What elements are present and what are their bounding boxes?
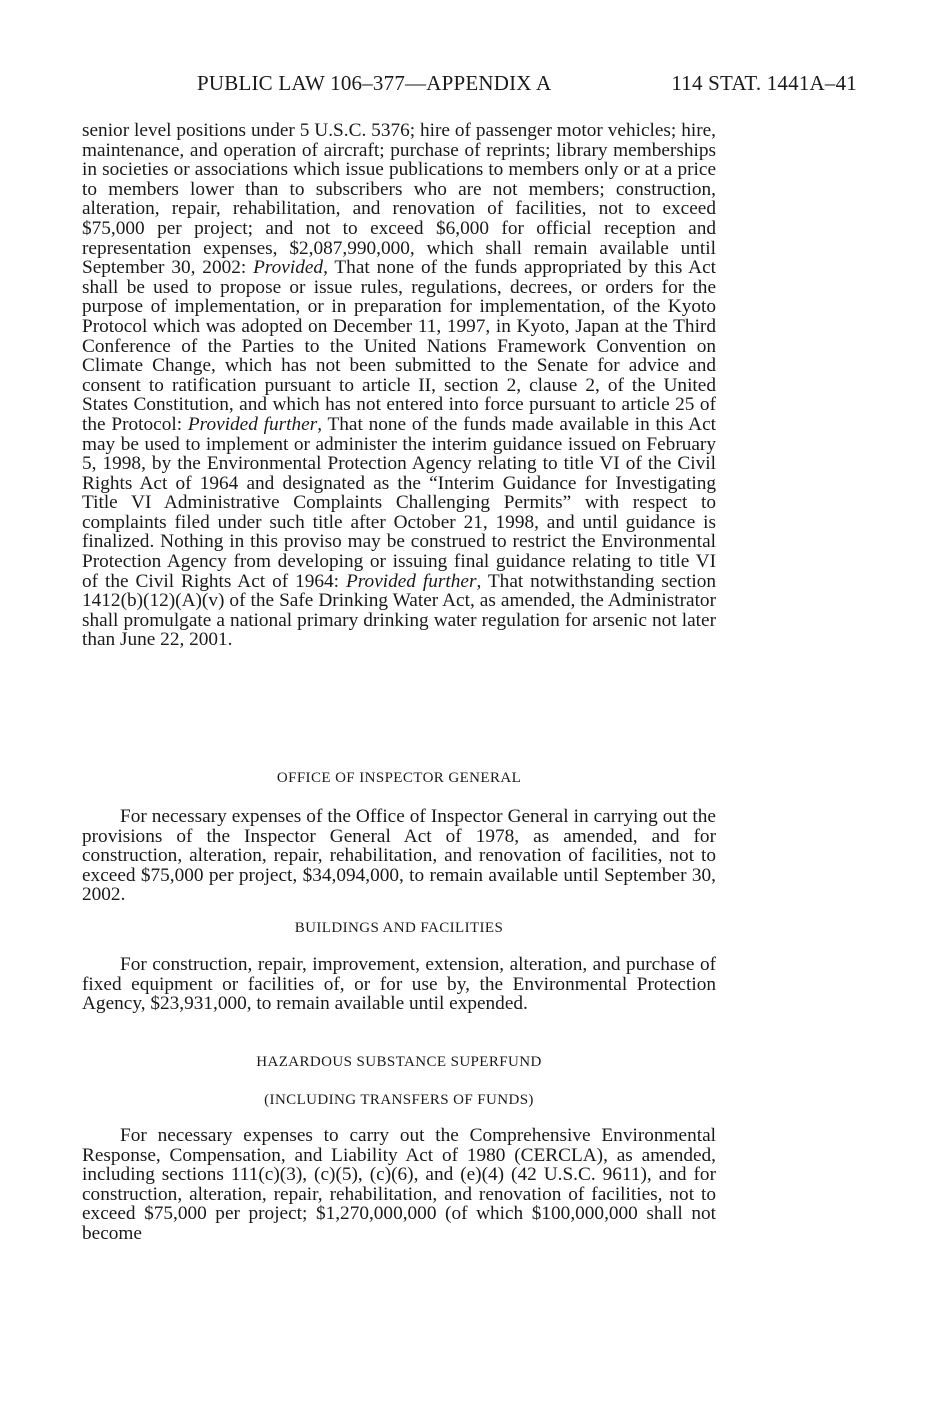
statute-page-number: 114 STAT. 1441A–41: [671, 71, 857, 95]
text-run: , That notwithstanding section 1412(b)(12)(A)(v) of the Safe Drinking Water Act, as amended, the Administrator shall promulgate a national primary drinking water regulation for arsenic not later than June 22, 2001.: [82, 570, 717, 651]
proviso-italic: Provided further: [187, 413, 318, 435]
running-head-title: PUBLIC LAW 106–377—APPENDIX A: [197, 71, 552, 95]
proviso-italic: Provided further: [345, 570, 477, 592]
paragraph-superfund: For necessary expenses to carry out the Comprehensive Environmental Response, Compensation, and Liability Act of 1980 (CERCLA), as amended, including sections 111(c)(3), (c)(5), (c)(6), and (e)(4) (42 U.S.C. 9611), and for construction, alteration, repair, rehabilitation, and renovation of facilities, not to exceed $75,000 per project; $1,270,000,000 (of which $100,000,000 shall not become: [82, 1125, 716, 1244]
proviso-italic: Provided: [253, 257, 324, 279]
section-body-superfund: [82, 1126, 716, 1244]
section-subheading-transfers: (INCLUDING TRANSFERS OF FUNDS): [264, 1092, 534, 1108]
section-heading-superfund: HAZARDOUS SUBSTANCE SUPERFUND: [256, 1054, 542, 1070]
text-run: , That none of the funds appropriated by this Act shall be used to propose or issue rules, regulations, decrees, or orders for the purpose of implementation, or in preparation for implementation, of the Kyoto Protocol which was adopted on December 11, 1997, in Kyoto, Japan at the Third Conference of the Parties to the United Nations Framework Convention on Climate Change, which has not been submitted to the Senate for advice and consent to ratification pursuant to article II, section 2, clause 2, of the United States Constitution, and which has not entered into force pursuant to article 25 of the Protocol:: [82, 257, 716, 435]
text-run: , That none of the funds made available in this Act may be used to implement or administer the interim guidance issued on February 5, 1998, by the Environmental Protection Agency relating to title VI of the Civil Rights Act of 1964 and designated as the “Interim Guidance for Investigating Title VI Administrative Complaints Challenging Permits” with respect to complaints filed under such title after October 21, 1998, and until guidance is finalized. Nothing in this proviso may be construed to restrict the Environmental Protection Agency from developing or issuing final guidance relating to title VI of the Civil Rights Act of 1964:: [82, 413, 716, 592]
paragraph-epa-operations: [82, 121, 716, 650]
paragraph-buildings: For construction, repair, improvement, extension, alteration, and purchase of fixed equipment or facilities of, or for use by, the Environmental Protection Agency, $23,931,000, to remain available until expended.: [82, 954, 716, 1015]
section-body-buildings: [82, 955, 716, 1014]
section-body-oig: [82, 807, 716, 905]
section-heading-buildings: BUILDINGS AND FACILITIES: [294, 920, 504, 936]
section-heading-oig: OFFICE OF INSPECTOR GENERAL: [276, 770, 522, 786]
paragraph-oig: For necessary expenses of the Office of Inspector General in carrying out the provisions of the Inspector General Act of 1978, as amended, and for construction, alteration, repair, rehabilitation, and renovation of facilities, not to exceed $75,000 per project, $34,094,000, to remain available until September 30, 2002.: [82, 806, 716, 906]
continued-paragraph: [82, 121, 716, 650]
text-run: senior level positions under 5 U.S.C. 5376; hire of passenger motor vehicles; hire, maintenance, and operation of aircraft; purchase of reprints; library memberships in societies or associations which issue publications to members only or at a price to members lower than to subscribers who are not members; construction, alteration, repair, rehabilitation, and renovation of facilities, not to exceed $75,000 per project; and not to exceed $6,000 for official reception and representation expenses, $2,087,990,000, which shall remain available until September 30, 2002:: [82, 120, 716, 279]
page-header: [197, 68, 857, 98]
